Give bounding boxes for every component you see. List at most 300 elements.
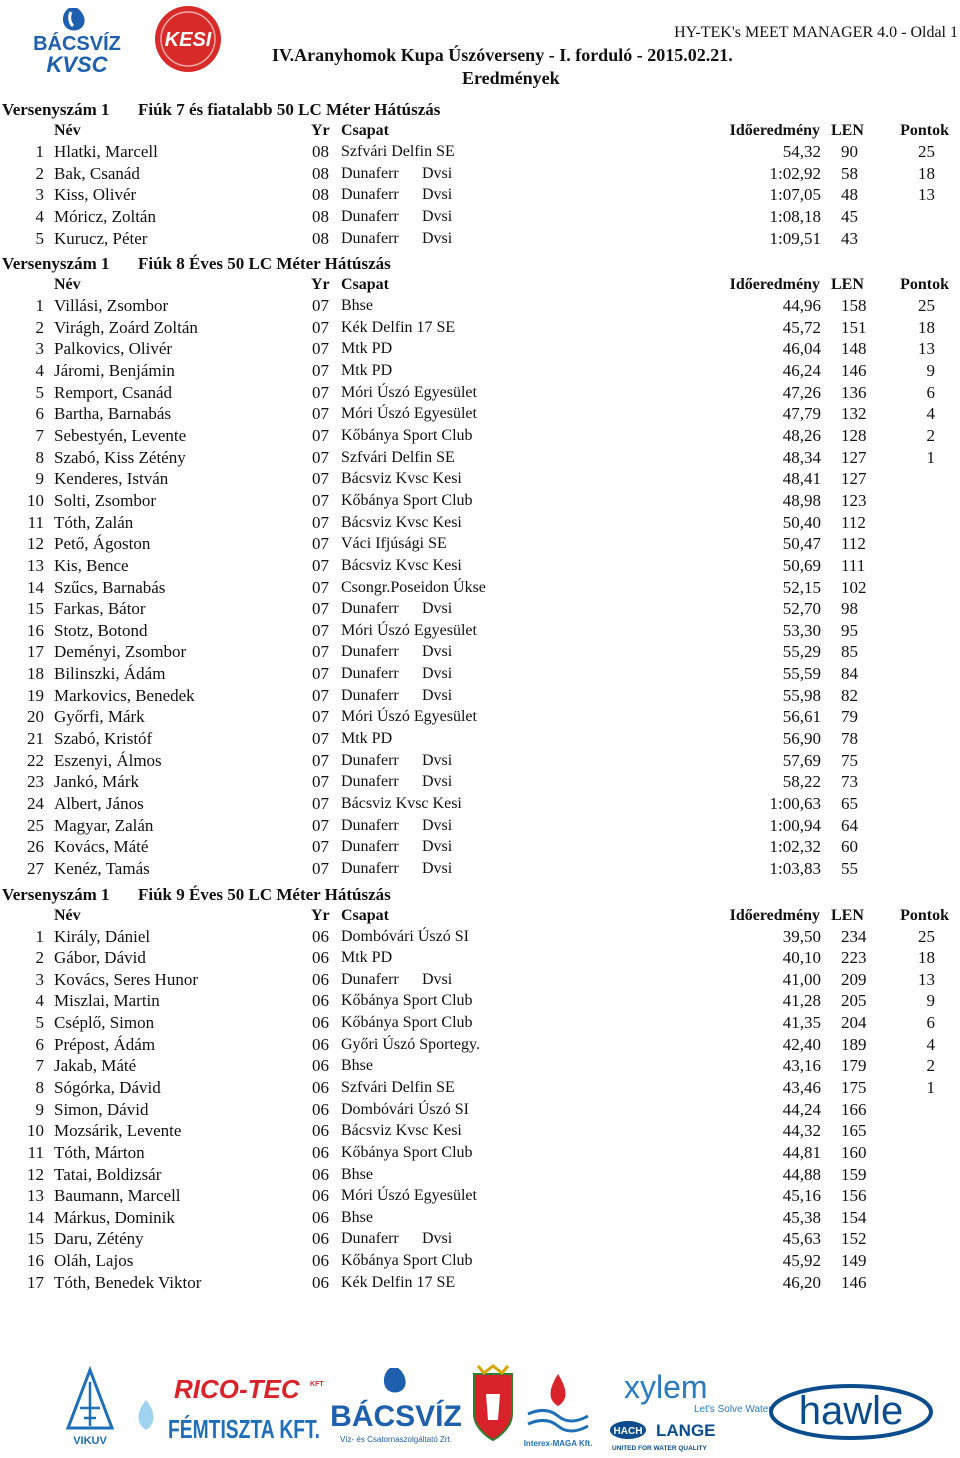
- birth-year: 06: [312, 1186, 329, 1206]
- result-place: 13: [27, 555, 44, 575]
- result-place: 7: [35, 426, 44, 446]
- birth-year: 07: [312, 361, 329, 381]
- page-header: [0, 0, 960, 95]
- swimmer-name: Bak, Csanád: [54, 163, 140, 183]
- score-points: 25: [918, 142, 935, 161]
- team-cell: [341, 1164, 373, 1186]
- birth-year: 06: [312, 1034, 329, 1054]
- team-cell: [341, 1207, 373, 1229]
- len-points: 78: [841, 729, 858, 749]
- score-points: 6: [926, 382, 935, 402]
- score-points: 1: [926, 1077, 935, 1097]
- result-place: 1: [35, 296, 44, 316]
- col-header-len: LEN: [831, 906, 864, 924]
- team-cell: [341, 555, 462, 577]
- result-place: 9: [35, 1099, 44, 1119]
- result-place: 5: [35, 228, 44, 248]
- birth-year: 06: [312, 1099, 329, 1119]
- birth-year: 06: [312, 926, 329, 946]
- team-cell: [341, 771, 453, 793]
- team-subname: Dvsi: [422, 186, 453, 204]
- birth-year: 08: [312, 163, 329, 183]
- team-name: Móri Úszó Egyesület: [341, 1187, 477, 1205]
- result-place: 6: [35, 1034, 44, 1054]
- team-cell: [341, 1142, 473, 1164]
- team-name: Dunaferr: [341, 164, 399, 182]
- result-time: 44,96: [782, 296, 821, 316]
- birth-year: 08: [312, 185, 329, 205]
- col-header-points: Pontok: [900, 276, 949, 294]
- team-subname: Dvsi: [422, 600, 453, 618]
- result-time: 50,47: [782, 534, 821, 554]
- event-name: Fiúk 8 Éves 50 LC Méter Hátúszás: [138, 254, 391, 274]
- result-time: 1:00,63: [769, 793, 821, 813]
- result-place: 16: [27, 620, 44, 640]
- team-cell: [341, 836, 453, 858]
- vikuv-text: VIKUV: [73, 1435, 107, 1447]
- birth-year: 07: [312, 599, 329, 619]
- column-header-row: [0, 906, 960, 926]
- result-row: [0, 1034, 960, 1056]
- team-cell: [341, 620, 477, 642]
- result-time: 50,69: [782, 555, 821, 575]
- result-time: 43,16: [782, 1056, 821, 1076]
- team-name: Szfvári Delfin SE: [341, 143, 455, 160]
- femtiszta-text: FÉMTISZTA KFT.: [168, 1414, 320, 1444]
- result-place: 11: [27, 1142, 44, 1162]
- birth-year: 06: [312, 1056, 329, 1076]
- team-name: Móri Úszó Egyesület: [341, 405, 477, 423]
- birth-year: 06: [312, 1207, 329, 1227]
- result-place: 5: [35, 382, 44, 402]
- swimmer-name: Oláh, Lajos: [54, 1251, 134, 1271]
- software-label: HY-TEK's MEET MANAGER 4.0 - Oldal 1: [674, 24, 958, 41]
- score-points: 4: [926, 1034, 935, 1054]
- result-row: [0, 1207, 960, 1229]
- swimmer-name: Farkas, Bátor: [54, 599, 146, 619]
- col-header-points: Pontok: [900, 122, 949, 139]
- swimmer-name: Bartha, Barnabás: [54, 404, 172, 424]
- result-time: 44,88: [782, 1164, 821, 1184]
- result-place: 17: [27, 1272, 44, 1292]
- len-points: 85: [841, 642, 858, 662]
- team-subname: Dvsi: [422, 970, 453, 988]
- ricotec-kft-text: KFT: [310, 1381, 324, 1388]
- result-time: 47,79: [782, 404, 821, 424]
- team-subname: Dvsi: [422, 665, 453, 683]
- hach-sub-text: UNITED FOR WATER QUALITY: [612, 1445, 707, 1452]
- result-time: 41,35: [782, 1013, 821, 1033]
- hawle-text: hawle: [798, 1389, 904, 1433]
- result-time: 41,28: [782, 991, 821, 1011]
- team-name: Dunaferr: [341, 970, 399, 988]
- result-place: 11: [27, 512, 44, 532]
- swimmer-name: Szabó, Kristóf: [54, 729, 153, 749]
- team-name: Dunaferr: [341, 859, 399, 877]
- len-points: 158: [841, 296, 867, 316]
- result-time: 55,59: [782, 664, 821, 684]
- len-points: 234: [841, 926, 867, 946]
- col-header-time: Időeredmény: [729, 276, 820, 294]
- len-points: 179: [841, 1056, 867, 1076]
- birth-year: 07: [312, 490, 329, 510]
- score-points: 9: [926, 361, 935, 381]
- result-row: [0, 663, 960, 685]
- score-points: 18: [918, 948, 935, 968]
- team-cell: [341, 533, 447, 555]
- event-number: Versenyszám 1: [2, 254, 110, 274]
- result-row: [0, 228, 960, 250]
- swimmer-name: Győrfi, Márk: [54, 707, 145, 727]
- result-row: [0, 706, 960, 728]
- len-points: 75: [841, 750, 858, 770]
- birth-year: 08: [312, 228, 329, 248]
- interex-text: Interex-MAGA Kft.: [523, 1439, 593, 1448]
- result-row: [0, 184, 960, 206]
- result-place: 12: [27, 1164, 44, 1184]
- swimmer-name: Simon, Dávid: [54, 1099, 149, 1119]
- len-points: 175: [841, 1077, 867, 1097]
- result-place: 8: [35, 1077, 44, 1097]
- result-row: [0, 141, 960, 163]
- team-name: Dombóvári Úszó SI: [341, 927, 469, 945]
- result-place: 17: [27, 642, 44, 662]
- result-time: 42,40: [782, 1034, 821, 1054]
- score-points: 18: [918, 317, 935, 337]
- team-name: Szfvári Delfin SE: [341, 448, 455, 466]
- team-cell: [341, 295, 373, 317]
- team-cell: [341, 706, 477, 728]
- col-header-time: Időeredmény: [729, 122, 820, 139]
- result-place: 24: [27, 793, 44, 813]
- team-name: Dunaferr: [341, 773, 399, 791]
- swimmer-name: Gábor, Dávid: [54, 948, 146, 968]
- swimmer-name: Márkus, Dominik: [54, 1207, 175, 1227]
- swimmer-name: Eszenyi, Álmos: [54, 750, 162, 770]
- score-points: 13: [918, 969, 935, 989]
- team-cell: [341, 598, 453, 620]
- team-name: Bhse: [341, 297, 373, 315]
- results-content: [0, 99, 960, 1293]
- len-points: 90: [841, 142, 858, 161]
- team-name: Dunaferr: [341, 816, 399, 834]
- result-time: 58,22: [782, 772, 821, 792]
- result-time: 53,30: [782, 620, 821, 640]
- swimmer-name: Mozsárik, Levente: [54, 1121, 182, 1141]
- team-cell: [341, 641, 453, 663]
- result-row: [0, 1164, 960, 1186]
- swimmer-name: Kenderes, István: [54, 469, 169, 489]
- swimmer-name: Magyar, Zalán: [54, 815, 154, 835]
- team-cell: [341, 1120, 462, 1142]
- swimmer-name: Jankó, Márk: [54, 772, 139, 792]
- result-row: [0, 512, 960, 534]
- birth-year: 07: [312, 317, 329, 337]
- team-cell: [341, 926, 469, 948]
- team-name: Bácsviz Kvsc Kesi: [341, 513, 462, 531]
- birth-year: 06: [312, 969, 329, 989]
- len-points: 156: [841, 1186, 867, 1206]
- result-row: [0, 490, 960, 512]
- result-place: 12: [27, 534, 44, 554]
- len-points: 209: [841, 969, 867, 989]
- result-place: 3: [35, 339, 44, 359]
- team-cell: [341, 663, 453, 685]
- col-header-len: LEN: [831, 276, 864, 294]
- result-place: 2: [35, 163, 44, 183]
- result-time: 45,38: [782, 1207, 821, 1227]
- event-name: Fiúk 9 Éves 50 LC Méter Hátúszás: [138, 884, 391, 904]
- result-place: 10: [27, 1121, 44, 1141]
- team-cell: [341, 793, 462, 815]
- team-name: Dunaferr: [341, 838, 399, 856]
- result-row: [0, 836, 960, 858]
- col-header-yr: Yr: [311, 906, 330, 924]
- swimmer-name: Miszlai, Martin: [54, 991, 160, 1011]
- team-name: Dunaferr: [341, 665, 399, 683]
- team-cell: [341, 815, 453, 837]
- result-place: 16: [27, 1251, 44, 1271]
- result-row: [0, 771, 960, 793]
- len-points: 127: [841, 469, 867, 489]
- col-header-name: Név: [54, 122, 81, 139]
- result-row: [0, 468, 960, 490]
- result-place: 3: [35, 969, 44, 989]
- birth-year: 07: [312, 620, 329, 640]
- team-name: Mtk PD: [341, 340, 393, 358]
- swimmer-name: Tóth, Zalán: [54, 512, 134, 532]
- team-subname: Dvsi: [422, 773, 453, 791]
- birth-year: 07: [312, 382, 329, 402]
- team-name: Dunaferr: [341, 686, 399, 704]
- birth-year: 07: [312, 815, 329, 835]
- swimmer-name: Jakab, Máté: [54, 1056, 137, 1076]
- bacsviz-sponsor-sub: Víz- és Csatornaszolgáltató Zrt.: [339, 1435, 453, 1444]
- score-points: 1: [926, 447, 935, 467]
- swimmer-name: Kurucz, Péter: [54, 228, 148, 248]
- column-header-row: [0, 121, 960, 141]
- result-place: 4: [35, 991, 44, 1011]
- ricotec-text: RICO-TEC: [174, 1374, 300, 1404]
- result-row: [0, 1055, 960, 1077]
- team-name: Dunaferr: [341, 643, 399, 661]
- swimmer-name: Virágh, Zoárd Zoltán: [54, 317, 198, 337]
- result-row: [0, 750, 960, 772]
- team-cell: [341, 990, 473, 1012]
- len-points: 189: [841, 1034, 867, 1054]
- column-header-row: [0, 275, 960, 295]
- score-points: 25: [918, 926, 935, 946]
- birth-year: 07: [312, 512, 329, 532]
- score-points: 9: [926, 991, 935, 1011]
- team-subname: Dvsi: [422, 686, 453, 704]
- team-cell: [341, 858, 453, 880]
- len-points: 205: [841, 991, 867, 1011]
- event-section: [0, 99, 960, 249]
- result-row: [0, 1272, 960, 1294]
- result-place: 15: [27, 599, 44, 619]
- score-points: 25: [918, 296, 935, 316]
- swimmer-name: Szűcs, Barnabás: [54, 577, 166, 597]
- swimmer-name: Cséplő, Simon: [54, 1013, 155, 1033]
- len-points: 132: [841, 404, 867, 424]
- result-row: [0, 533, 960, 555]
- result-place: 25: [27, 815, 44, 835]
- result-place: 2: [35, 948, 44, 968]
- len-points: 165: [841, 1121, 867, 1141]
- team-cell: [341, 317, 455, 339]
- result-place: 4: [35, 206, 44, 226]
- result-row: [0, 1228, 960, 1250]
- result-row: [0, 206, 960, 228]
- team-cell: [341, 947, 392, 969]
- swimmer-name: Sógórka, Dávid: [54, 1077, 161, 1097]
- birth-year: 07: [312, 772, 329, 792]
- team-cell: [341, 468, 462, 490]
- len-points: 112: [841, 534, 866, 554]
- team-name: Mtk PD: [341, 949, 393, 967]
- xylem-slogan: Let's Solve Water: [694, 1404, 772, 1415]
- col-header-yr: Yr: [311, 122, 330, 139]
- team-cell: [341, 184, 453, 206]
- team-name: Kőbánya Sport Club: [341, 427, 473, 445]
- swimmer-name: Daru, Zétény: [54, 1229, 144, 1249]
- result-time: 48,34: [782, 447, 821, 467]
- result-time: 1:03,83: [769, 858, 821, 878]
- result-row: [0, 793, 960, 815]
- result-row: [0, 990, 960, 1012]
- result-row: [0, 926, 960, 948]
- score-points: 13: [918, 185, 935, 205]
- team-name: Bácsviz Kvsc Kesi: [341, 470, 462, 488]
- result-time: 1:08,18: [769, 206, 821, 226]
- swimmer-name: Albert, János: [54, 793, 144, 813]
- result-row: [0, 555, 960, 577]
- birth-year: 06: [312, 1251, 329, 1271]
- team-cell: [341, 338, 392, 360]
- len-points: 136: [841, 382, 867, 402]
- result-time: 47,26: [782, 382, 821, 402]
- lange-text: LANGE: [656, 1421, 716, 1440]
- swimmer-name: Sebestyén, Levente: [54, 426, 187, 446]
- result-row: [0, 1099, 960, 1121]
- bacsviz-kvsc-logo: [25, 4, 130, 76]
- event-number: Versenyszám 1: [2, 100, 110, 119]
- team-cell: [341, 141, 455, 163]
- result-time: 48,41: [782, 469, 821, 489]
- result-time: 40,10: [782, 948, 821, 968]
- team-name: Bácsviz Kvsc Kesi: [341, 794, 462, 812]
- team-name: Dunaferr: [341, 1230, 399, 1248]
- team-name: Kőbánya Sport Club: [341, 1143, 473, 1161]
- swimmer-name: Kovács, Máté: [54, 837, 149, 857]
- swimmer-name: Király, Dániel: [54, 926, 151, 946]
- interex-maga-logo: [522, 1370, 594, 1450]
- result-time: 46,24: [782, 361, 821, 381]
- result-row: [0, 685, 960, 707]
- score-points: 2: [926, 1056, 935, 1076]
- result-place: 13: [27, 1186, 44, 1206]
- swimmer-name: Pető, Ágoston: [54, 534, 151, 554]
- result-place: 19: [27, 685, 44, 705]
- result-time: 41,00: [782, 969, 821, 989]
- birth-year: 07: [312, 404, 329, 424]
- team-subname: Dvsi: [422, 751, 453, 769]
- score-points: 18: [918, 163, 935, 183]
- swimmer-name: Baumann, Marcell: [54, 1186, 181, 1206]
- len-points: 79: [841, 707, 858, 727]
- logo-kvsc: KVSC: [46, 52, 108, 77]
- team-cell: [341, 685, 453, 707]
- team-name: Csongr.Poseidon Úkse: [341, 578, 486, 596]
- len-points: 48: [841, 185, 858, 205]
- logo-bacsviz-top: BÁCSVÍZ: [33, 33, 121, 55]
- team-subname: Dvsi: [422, 164, 453, 182]
- result-time: 52,15: [782, 577, 821, 597]
- team-cell: [341, 382, 477, 404]
- swimmer-name: Kiss, Olivér: [54, 185, 137, 205]
- vikuv-logo: [60, 1368, 120, 1448]
- swimmer-name: Szabó, Kiss Zétény: [54, 447, 186, 467]
- col-header-team: Csapat: [341, 276, 390, 294]
- team-name: Bhse: [341, 1057, 373, 1075]
- birth-year: 07: [312, 577, 329, 597]
- swimmer-name: Kovács, Seres Hunor: [54, 969, 198, 989]
- result-row: [0, 1077, 960, 1099]
- len-points: 55: [841, 858, 858, 878]
- team-subname: Dvsi: [422, 207, 453, 225]
- team-name: Váci Ifjúsági SE: [341, 535, 447, 553]
- result-time: 1:02,32: [769, 837, 821, 857]
- team-cell: [341, 1272, 455, 1294]
- result-row: [0, 947, 960, 969]
- result-time: 48,98: [782, 490, 821, 510]
- result-row: [0, 1185, 960, 1207]
- swimmer-name: Járomi, Benjámin: [54, 361, 175, 381]
- len-points: 98: [841, 599, 858, 619]
- col-header-points: Pontok: [900, 906, 949, 924]
- score-points: 4: [926, 404, 935, 424]
- sponsor-strip: [60, 1362, 940, 1452]
- result-place: 20: [27, 707, 44, 727]
- result-place: 26: [27, 837, 44, 857]
- result-place: 1: [35, 926, 44, 946]
- result-row: [0, 338, 960, 360]
- team-cell: [341, 447, 455, 469]
- kesi-logo: [152, 4, 224, 74]
- len-points: 149: [841, 1251, 867, 1271]
- result-place: 4: [35, 361, 44, 381]
- result-time: 55,98: [782, 685, 821, 705]
- team-subname: Dvsi: [422, 838, 453, 856]
- len-points: 64: [841, 815, 858, 835]
- result-row: [0, 815, 960, 837]
- swimmer-name: Stotz, Botond: [54, 620, 148, 640]
- team-name: Mtk PD: [341, 730, 393, 748]
- len-points: 159: [841, 1164, 867, 1184]
- result-row: [0, 858, 960, 880]
- team-name: Kőbánya Sport Club: [341, 1014, 473, 1032]
- result-place: 9: [35, 469, 44, 489]
- team-name: Kék Delfin 17 SE: [341, 318, 456, 336]
- team-name: Dombóvári Úszó SI: [341, 1100, 469, 1118]
- len-points: 152: [841, 1229, 867, 1249]
- team-name: Bhse: [341, 1208, 373, 1226]
- team-subname: Dvsi: [422, 643, 453, 661]
- result-place: 5: [35, 1013, 44, 1033]
- team-cell: [341, 512, 462, 534]
- len-points: 43: [841, 228, 858, 248]
